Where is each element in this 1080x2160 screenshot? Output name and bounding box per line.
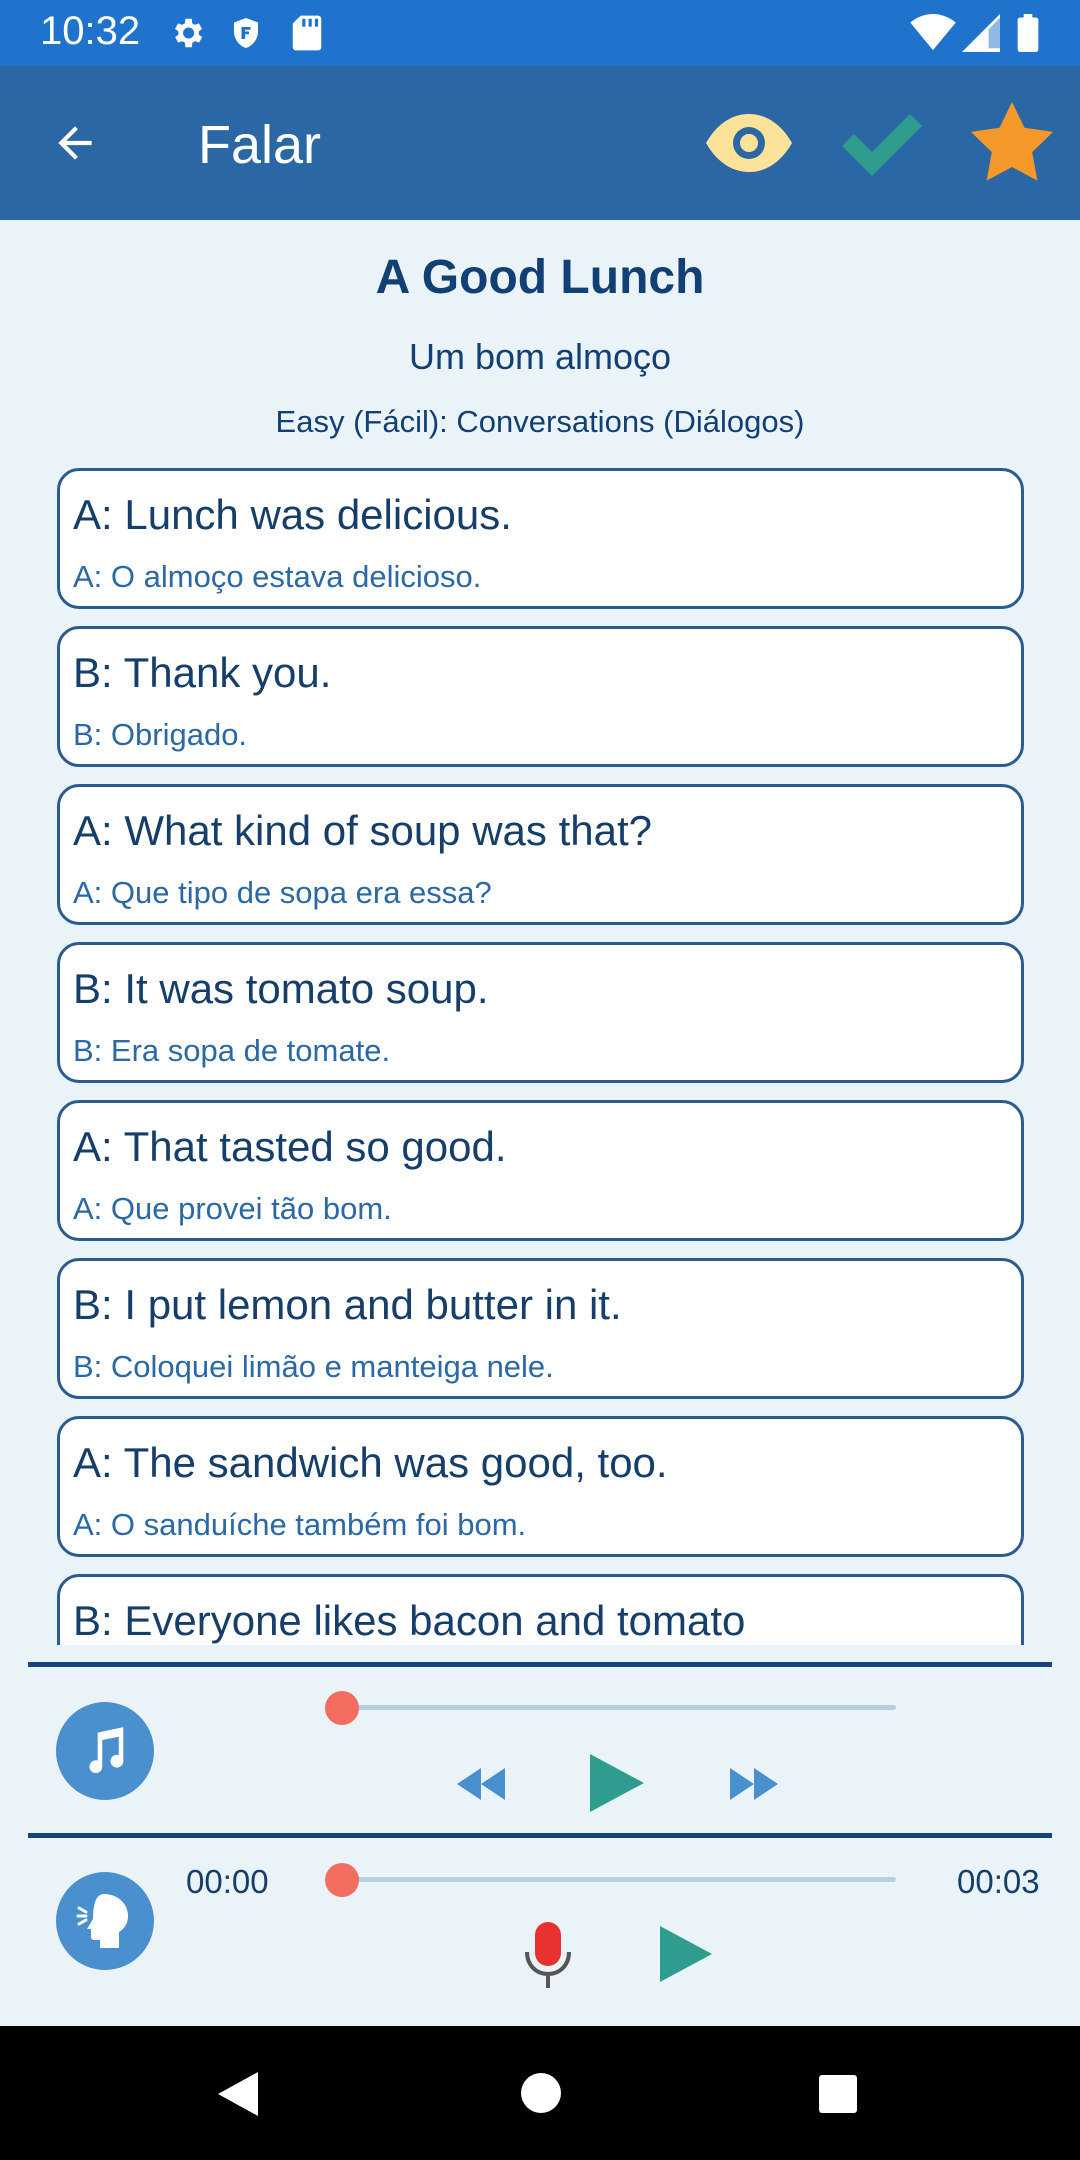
sd-card-icon (290, 14, 324, 52)
rewind-icon[interactable] (455, 1766, 507, 1802)
fast-forward-icon[interactable] (728, 1766, 780, 1802)
audio-progress-thumb[interactable] (325, 1691, 359, 1725)
lesson-category: Easy (Fácil): Conversations (Diálogos) (275, 404, 805, 439)
dialogue-card[interactable] (57, 1416, 1024, 1557)
dialogue-translation: B: Obrigado. (73, 717, 248, 752)
dialogue-english: A: That tasted so good. (73, 1123, 507, 1170)
music-note-icon (83, 1727, 127, 1775)
dialogue-card[interactable] (57, 1100, 1024, 1241)
dialogue-translation: A: Que tipo de sopa era essa? (73, 875, 492, 910)
nav-home-icon[interactable] (520, 2072, 562, 2114)
dialogue-card[interactable] (57, 626, 1024, 767)
current-time: 00:00 (186, 1863, 269, 1900)
audio-progress-track[interactable] (341, 1705, 896, 1710)
dialogue-translation: A: Que provei tão bom. (73, 1191, 392, 1226)
nav-recents-icon[interactable] (818, 2074, 858, 2114)
eye-icon[interactable] (704, 110, 794, 176)
star-icon[interactable] (970, 102, 1054, 182)
dialogue-card[interactable] (57, 468, 1024, 609)
dialogue-english: B: Thank you. (73, 649, 332, 696)
status-bar (0, 0, 1080, 66)
dialogue-english: B: It was tomato soup. (73, 965, 489, 1012)
battery-icon (1017, 14, 1039, 52)
dialogue-card[interactable] (57, 1258, 1024, 1399)
system-nav-bar (0, 2026, 1080, 2160)
speak-button[interactable] (56, 1872, 154, 1970)
dialogue-translation: A: O sanduíche também foi bom. (73, 1507, 527, 1542)
checkmark-icon[interactable] (840, 110, 924, 178)
recording-play-icon[interactable] (658, 1924, 714, 1984)
dialogue-card[interactable] (57, 1574, 1024, 1645)
play-icon[interactable] (588, 1752, 646, 1814)
dialogue-card[interactable] (57, 784, 1024, 925)
dialogue-translation: B: Coloquei limão e manteiga nele. (73, 1349, 554, 1384)
total-time: 00:03 (957, 1863, 1040, 1900)
music-button[interactable] (56, 1702, 154, 1800)
player-divider (28, 1662, 1052, 1667)
recorder-divider (28, 1833, 1052, 1838)
lesson-subtitle: Um bom almoço (408, 336, 672, 377)
nav-back-icon[interactable] (216, 2070, 260, 2118)
wifi-icon (910, 14, 956, 52)
signal-icon (962, 14, 1000, 52)
app-bar (0, 66, 1080, 220)
dialogue-english: B: I put lemon and butter in it. (73, 1281, 622, 1328)
recording-progress-track[interactable] (341, 1877, 896, 1882)
dialogue-english: A: The sandwich was good, too. (73, 1439, 668, 1486)
settings-icon (168, 14, 206, 52)
dialogue-english: A: Lunch was delicious. (73, 491, 512, 538)
recording-progress-thumb[interactable] (325, 1863, 359, 1897)
dialogue-translation: A: O almoço estava delicioso. (73, 559, 482, 594)
microphone-icon[interactable] (522, 1920, 574, 1990)
shield-icon (228, 14, 264, 52)
dialogue-translation: B: Era sopa de tomate. (73, 1033, 391, 1068)
status-time: 10:32 (40, 9, 141, 53)
dialogue-english: B: Everyone likes bacon and tomato (73, 1597, 746, 1644)
app-bar-title: Falar (198, 115, 322, 175)
dialogue-card[interactable] (57, 942, 1024, 1083)
dialogue-list[interactable] (0, 465, 1080, 1645)
speaking-head-icon (76, 1890, 136, 1952)
back-arrow-icon[interactable] (50, 118, 100, 168)
lesson-title: A Good Lunch (375, 251, 705, 304)
dialogue-english: A: What kind of soup was that? (73, 807, 652, 854)
